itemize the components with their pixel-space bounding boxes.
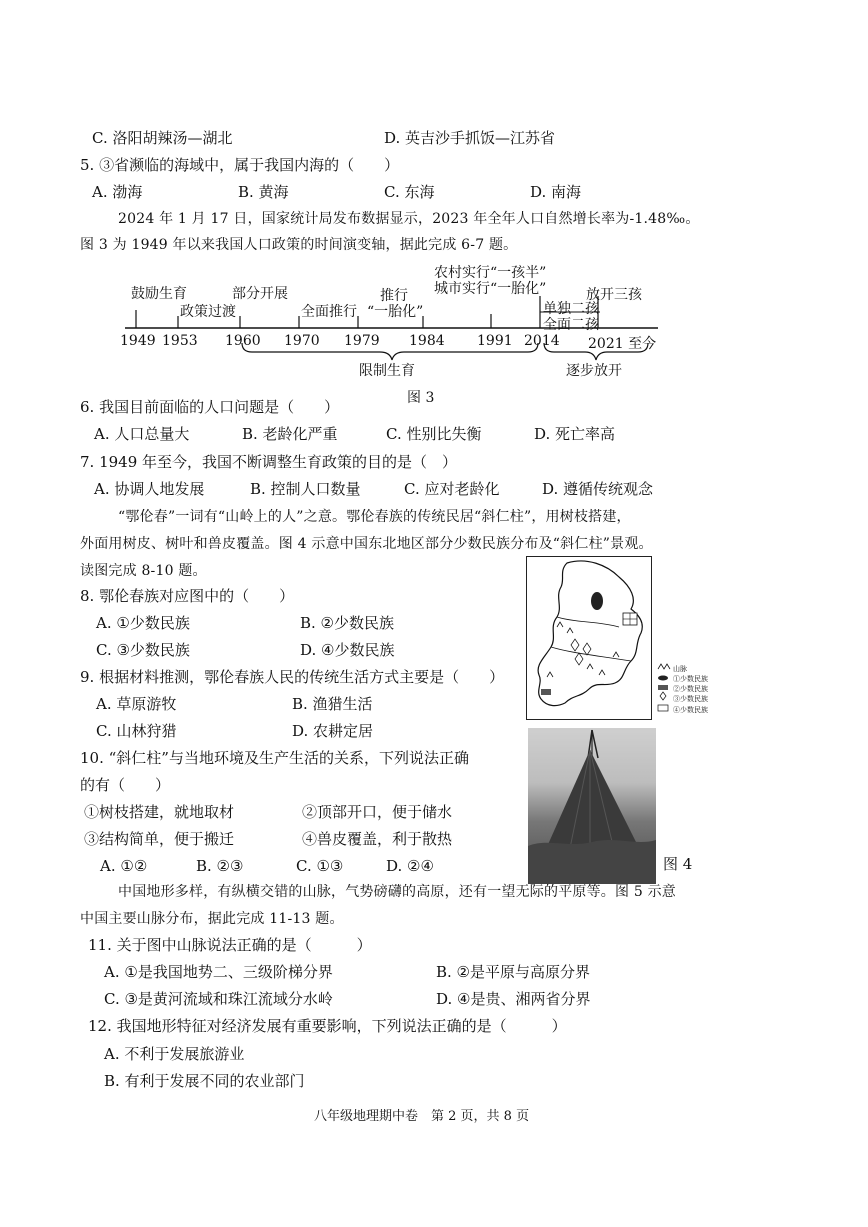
q10-stem-line1: 10. “斜仁柱”与当地环境及生产生活的关系，下列说法正确 bbox=[80, 749, 469, 767]
legend-symbols bbox=[657, 662, 671, 718]
intro-11-13-line2: 中国主要山脉分布，据此完成 11-13 题。 bbox=[80, 911, 344, 927]
q5-option-c: C. 东海 bbox=[384, 183, 435, 201]
q6-option-a: A. 人口总量大 bbox=[94, 425, 190, 443]
timeline-label-full-two: 全面二孩 bbox=[543, 317, 599, 333]
q10-statement-1: ①树枝搭建，就地取材 bbox=[84, 803, 235, 821]
q12-option-a: A. 不利于发展旅游业 bbox=[104, 1045, 245, 1063]
timeline-label-rural: 农村实行“一孩半” bbox=[434, 265, 547, 281]
q7-stem: 7. 1949 年至今，我国不断调整生育政策的目的是（ ） bbox=[80, 453, 458, 471]
legend-ethnic-1: ①少数民族 bbox=[673, 675, 708, 683]
q11-option-a: A. ①是我国地势二、三级阶梯分界 bbox=[104, 963, 333, 981]
xierenzhu-cone bbox=[528, 728, 656, 884]
q5-stem: 5. ③省濒临的海域中，属于我国内海的（ ） bbox=[80, 156, 400, 174]
legend-ethnic-3: ③少数民族 bbox=[673, 695, 708, 703]
timeline-label-single-two: 单独二孩 bbox=[543, 301, 599, 317]
q9-option-d: D. 农耕定居 bbox=[292, 722, 374, 740]
q11-option-c: C. ③是黄河流域和珠江流域分水岭 bbox=[104, 990, 333, 1008]
figure-3-caption: 图 3 bbox=[407, 390, 435, 406]
q5-option-a: A. 渤海 bbox=[92, 183, 143, 201]
timeline-label-transition: 政策过渡 bbox=[180, 304, 236, 320]
legend-ethnic-4: ④少数民族 bbox=[673, 706, 708, 714]
figure-4-map bbox=[526, 556, 652, 720]
q7-option-b: B. 控制人口数量 bbox=[250, 480, 361, 498]
timeline-label-urban: 城市实行“一胎化” bbox=[434, 281, 547, 297]
timeline-year-1979: 1979 bbox=[344, 333, 380, 349]
timeline-gradual-label: 逐步放开 bbox=[566, 363, 622, 379]
timeline-label-one-child: “一胎化” bbox=[367, 304, 424, 320]
q7-option-d: D. 遵循传统观念 bbox=[542, 480, 654, 498]
page-footer: 八年级地理期中卷 第 2 页，共 8 页 bbox=[314, 1109, 530, 1124]
q4-option-c: C. 洛阳胡辣汤—湖北 bbox=[92, 129, 233, 147]
timeline-year-1991: 1991 bbox=[477, 333, 513, 349]
timeline-label-partial: 部分开展 bbox=[232, 286, 288, 302]
q8-option-c: C. ③少数民族 bbox=[96, 641, 190, 659]
q10-option-b: B. ②③ bbox=[196, 857, 244, 875]
q10-option-d: D. ②④ bbox=[386, 857, 434, 875]
q10-option-a: A. ①② bbox=[100, 857, 148, 875]
q8-option-d: D. ④少数民族 bbox=[300, 641, 395, 659]
q10-statement-2: ②顶部开口，便于储水 bbox=[302, 803, 453, 821]
q6-option-b: B. 老龄化严重 bbox=[242, 425, 338, 443]
q6-option-c: C. 性别比失衡 bbox=[386, 425, 482, 443]
q11-stem: 11. 关于图中山脉说法正确的是（ ） bbox=[88, 936, 372, 954]
q6-option-d: D. 死亡率高 bbox=[534, 425, 616, 443]
q9-option-c: C. 山林狩猎 bbox=[96, 722, 177, 740]
q10-stem-line2: 的有（ ） bbox=[80, 776, 171, 794]
q4-option-d: D. 英吉沙手抓饭—江苏省 bbox=[384, 129, 556, 147]
northeast-china-outline bbox=[527, 557, 651, 719]
timeline-restrict-label: 限制生育 bbox=[359, 363, 415, 379]
intro-6-7-line2: 图 3 为 1949 年以来我国人口政策的时间演变轴，据此完成 6-7 题。 bbox=[80, 237, 518, 253]
q12-stem: 12. 我国地形特征对经济发展有重要影响，下列说法正确的是（ ） bbox=[88, 1017, 567, 1035]
q11-option-b: B. ②是平原与高原分界 bbox=[436, 963, 591, 981]
timeline-year-1984: 1984 bbox=[409, 333, 445, 349]
q8-option-b: B. ②少数民族 bbox=[300, 614, 395, 632]
q8-stem: 8. 鄂伦春族对应图中的（ ） bbox=[80, 587, 295, 605]
timeline-year-1970: 1970 bbox=[284, 333, 320, 349]
intro-8-10-line2: 外面用树皮、树叶和兽皮覆盖。图 4 示意中国东北地区部分少数民族分布及“斜仁柱”景观。 bbox=[80, 536, 653, 552]
intro-8-10-line1: “鄂伦春”一词有“山岭上的人”之意。鄂伦春族的传统民居“斜仁柱”，用树枝搭建， bbox=[118, 509, 631, 525]
legend-mountain: 山脉 bbox=[673, 665, 687, 673]
figure-4-caption: 图 4 bbox=[663, 855, 693, 873]
intro-8-10-line3: 读图完成 8-10 题。 bbox=[80, 563, 207, 579]
timeline-label-full: 全面推行 bbox=[301, 304, 357, 320]
q5-option-d: D. 南海 bbox=[530, 183, 582, 201]
q9-option-b: B. 渔猎生活 bbox=[292, 695, 373, 713]
xierenzhu-photo bbox=[528, 728, 656, 884]
timeline-year-2021: 2021 至今 bbox=[588, 336, 657, 352]
q9-stem: 9. 根据材料推测，鄂伦春族人民的传统生活方式主要是（ ） bbox=[80, 668, 505, 686]
timeline-label-promote: 推行 bbox=[380, 288, 408, 304]
intro-6-7-line1: 2024 年 1 月 17 日，国家统计局发布数据显示，2023 年全年人口自然增长率为-1.48‰。 bbox=[118, 211, 700, 227]
timeline-year-1949: 1949 bbox=[120, 333, 156, 349]
q5-option-b: B. 黄海 bbox=[238, 183, 289, 201]
q8-option-a: A. ①少数民族 bbox=[96, 614, 190, 632]
timeline-label-three-child: 放开三孩 bbox=[586, 287, 642, 303]
q7-option-c: C. 应对老龄化 bbox=[404, 480, 500, 498]
q10-option-c: C. ①③ bbox=[296, 857, 344, 875]
q9-option-a: A. 草原游牧 bbox=[96, 695, 177, 713]
timeline-year-2014: 2014 bbox=[524, 333, 560, 349]
timeline-year-1960: 1960 bbox=[225, 333, 261, 349]
legend-ethnic-2: ②少数民族 bbox=[673, 685, 708, 693]
figure-3-timeline bbox=[0, 0, 868, 406]
map-legend bbox=[657, 662, 727, 718]
q6-stem: 6. 我国目前面临的人口问题是（ ） bbox=[80, 398, 340, 416]
timeline-year-1953: 1953 bbox=[162, 333, 198, 349]
q10-statement-4: ④兽皮覆盖，利于散热 bbox=[302, 830, 453, 848]
intro-11-13-line1: 中国地形多样，有纵横交错的山脉，气势磅礴的高原，还有一望无际的平原等。图 5 示意 bbox=[118, 884, 677, 900]
q11-option-d: D. ④是贵、湘两省分界 bbox=[436, 990, 591, 1008]
q10-statement-3: ③结构简单，便于搬迁 bbox=[84, 830, 235, 848]
q7-option-a: A. 协调人地发展 bbox=[94, 480, 205, 498]
q12-option-b: B. 有利于发展不同的农业部门 bbox=[104, 1072, 305, 1090]
timeline-label-encourage: 鼓励生育 bbox=[131, 286, 187, 302]
